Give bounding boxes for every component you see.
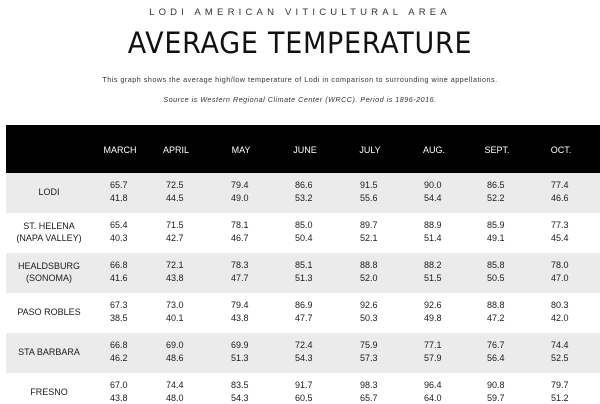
high-temperature-cell: 76.7 — [487, 340, 505, 350]
row-label-line: HEALDSBURG — [17, 261, 80, 271]
low-temperature-cell: 49.8 — [424, 313, 442, 323]
high-temperature-cell: 67.3 — [110, 300, 128, 310]
low-temperature-cell: 55.6 — [360, 193, 378, 203]
row-label-line: FRESNO — [30, 387, 68, 397]
low-temperature-cell: 46.6 — [551, 193, 569, 203]
low-temperature-cell: 57.3 — [360, 353, 378, 363]
high-temperature-cell: 77.1 — [424, 340, 442, 350]
high-temperature-cell: 86.6 — [295, 180, 313, 190]
low-temperature-cell: 50.5 — [487, 273, 505, 283]
high-temperature-cell: 77.3 — [551, 220, 569, 230]
column-header: MARCH — [103, 145, 137, 155]
low-temperature-cell: 54.3 — [295, 353, 313, 363]
low-temperature-cell: 56.4 — [487, 353, 505, 363]
low-temperature-cell: 51.3 — [295, 273, 313, 283]
low-temperature-cell: 43.8 — [110, 393, 128, 403]
low-temperature-cell: 46.7 — [231, 233, 249, 243]
low-temperature-cell: 43.8 — [231, 313, 249, 323]
high-temperature-cell: 79.7 — [551, 380, 569, 390]
low-temperature-cell: 41.8 — [110, 193, 128, 203]
high-temperature-cell: 72.1 — [166, 260, 184, 270]
high-temperature-cell: 69.0 — [166, 340, 184, 350]
high-temperature-cell: 86.5 — [487, 180, 505, 190]
low-temperature-cell: 47.2 — [487, 313, 505, 323]
column-header: AUG. — [422, 145, 446, 155]
page-kicker: LODI AMERICAN VITICULTURAL AREA — [149, 7, 451, 18]
high-temperature-cell: 85.8 — [487, 260, 505, 270]
high-temperature-cell: 72.4 — [295, 340, 313, 350]
low-temperature-cell: 51.3 — [231, 353, 249, 363]
high-temperature-cell: 92.6 — [360, 300, 378, 310]
high-temperature-cell: 88.9 — [424, 220, 442, 230]
high-temperature-cell: 78.1 — [231, 220, 249, 230]
column-header: MAY — [231, 145, 251, 155]
low-temperature-cell: 45.4 — [551, 233, 569, 243]
high-temperature-cell: 91.7 — [295, 380, 313, 390]
high-temperature-cell: 67.0 — [110, 380, 128, 390]
low-temperature-cell: 52.2 — [487, 193, 505, 203]
low-temperature-cell: 42.7 — [166, 233, 184, 243]
source-note: Source is Western Regional Climate Center (WRCC). Period is 1896-2016. — [163, 95, 437, 104]
page-title: AVERAGE TEMPERATURE — [127, 26, 473, 60]
high-temperature-cell: 65.7 — [110, 180, 128, 190]
high-temperature-cell: 96.4 — [424, 380, 442, 390]
high-temperature-cell: 89.7 — [360, 220, 378, 230]
high-temperature-cell: 74.4 — [551, 340, 569, 350]
high-temperature-cell: 90.8 — [487, 380, 505, 390]
high-temperature-cell: 75.9 — [360, 340, 378, 350]
low-temperature-cell: 41.6 — [110, 273, 128, 283]
low-temperature-cell: 54.3 — [231, 393, 249, 403]
low-temperature-cell: 40.3 — [110, 233, 128, 243]
high-temperature-cell: 78.3 — [231, 260, 249, 270]
low-temperature-cell: 52.0 — [360, 273, 378, 283]
high-temperature-cell: 78.0 — [551, 260, 569, 270]
low-temperature-cell: 49.0 — [231, 193, 249, 203]
row-label — [6, 260, 92, 284]
table-row — [6, 173, 600, 213]
table-row — [6, 333, 600, 373]
low-temperature-cell: 57.9 — [424, 353, 442, 363]
high-temperature-cell: 90.0 — [424, 180, 442, 190]
table-row — [6, 253, 600, 293]
high-temperature-cell: 80.3 — [551, 300, 569, 310]
low-temperature-cell: 50.4 — [295, 233, 313, 243]
low-temperature-cell: 60.5 — [295, 393, 313, 403]
high-temperature-cell: 85.9 — [487, 220, 505, 230]
low-temperature-cell: 48.0 — [166, 393, 184, 403]
column-header: SEPT. — [484, 145, 510, 155]
high-temperature-cell: 71.5 — [166, 220, 184, 230]
high-temperature-cell: 85.1 — [295, 260, 313, 270]
row-label-line: (SONOMA) — [26, 273, 72, 283]
high-temperature-cell: 72.5 — [166, 180, 184, 190]
high-temperature-cell: 92.6 — [424, 300, 442, 310]
low-temperature-cell: 52.5 — [551, 353, 569, 363]
low-temperature-cell: 48.6 — [166, 353, 184, 363]
low-temperature-cell: 65.7 — [360, 393, 378, 403]
high-temperature-cell: 79.4 — [231, 300, 249, 310]
high-temperature-cell: 98.3 — [360, 380, 378, 390]
high-temperature-cell: 66.8 — [110, 340, 128, 350]
column-header: APRIL — [162, 145, 190, 155]
low-temperature-cell: 43.8 — [166, 273, 184, 283]
low-temperature-cell: 54.4 — [424, 193, 442, 203]
high-temperature-cell: 65.4 — [110, 220, 128, 230]
high-temperature-cell: 79.4 — [231, 180, 249, 190]
low-temperature-cell: 49.1 — [487, 233, 505, 243]
page-description: This graph shows the average high/low temperature of Lodi in comparison to surrounding wine appellations. — [102, 75, 498, 84]
row-label — [6, 220, 92, 244]
low-temperature-cell: 50.3 — [360, 313, 378, 323]
low-temperature-cell: 53.2 — [295, 193, 313, 203]
column-header: JUNE — [293, 145, 317, 155]
high-temperature-cell: 88.8 — [360, 260, 378, 270]
row-label — [6, 186, 92, 198]
high-temperature-cell: 86.9 — [295, 300, 313, 310]
high-temperature-cell: 83.5 — [231, 380, 249, 390]
low-temperature-cell: 38.5 — [110, 313, 128, 323]
high-temperature-cell: 91.5 — [360, 180, 378, 190]
low-temperature-cell: 47.7 — [295, 313, 313, 323]
row-label — [6, 386, 92, 398]
row-label-line: (NAPA VALLEY) — [16, 233, 82, 243]
column-header: JULY — [359, 145, 381, 155]
low-temperature-cell: 64.0 — [424, 393, 442, 403]
low-temperature-cell: 47.7 — [231, 273, 249, 283]
table-row — [6, 293, 600, 333]
high-temperature-cell: 74.4 — [166, 380, 184, 390]
row-label-line: PASO ROBLES — [17, 307, 81, 317]
high-temperature-cell: 88.2 — [424, 260, 442, 270]
column-header: OCT. — [550, 145, 572, 155]
low-temperature-cell: 52.1 — [360, 233, 378, 243]
low-temperature-cell: 59.7 — [487, 393, 505, 403]
low-temperature-cell: 44.5 — [166, 193, 184, 203]
low-temperature-cell: 51.4 — [424, 233, 442, 243]
row-label — [6, 346, 92, 358]
row-label-line: LODI — [38, 187, 60, 197]
low-temperature-cell: 40.1 — [166, 313, 184, 323]
row-label-line: ST. HELENA — [23, 221, 75, 231]
high-temperature-cell: 69.9 — [231, 340, 249, 350]
high-temperature-cell: 73.0 — [166, 300, 184, 310]
low-temperature-cell: 51.5 — [424, 273, 442, 283]
row-label — [6, 306, 92, 318]
high-temperature-cell: 88.8 — [487, 300, 505, 310]
table-row — [6, 373, 600, 403]
low-temperature-cell: 47.0 — [551, 273, 569, 283]
high-temperature-cell: 66.8 — [110, 260, 128, 270]
table-row — [6, 213, 600, 253]
high-temperature-cell: 85.0 — [295, 220, 313, 230]
high-temperature-cell: 77.4 — [551, 180, 569, 190]
row-label-line: STA BARBARA — [18, 347, 80, 357]
low-temperature-cell: 42.0 — [551, 313, 569, 323]
low-temperature-cell: 46.2 — [110, 353, 128, 363]
low-temperature-cell: 51.2 — [551, 393, 569, 403]
